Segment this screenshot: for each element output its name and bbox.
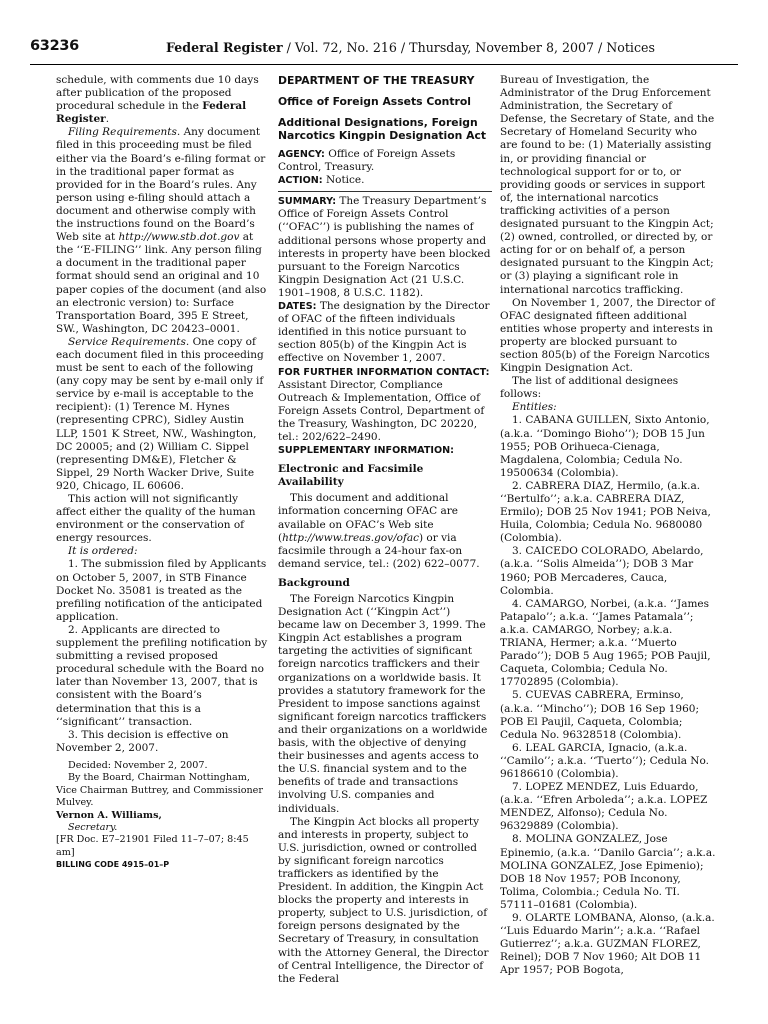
billing-code: BILLING CODE 4915–01–P	[56, 860, 170, 870]
supplementary-heading: SUPPLEMENTARY INFORMATION:	[278, 445, 454, 457]
list-item: 6. LEAL GARCIA, Ignacio, (a.k.a. ‘‘Camilo’’; a.k.a. ‘‘Tuerto’’); Cedula No. 96186610 (Colombia).	[500, 741, 709, 780]
stb-url-link[interactable]: http://www.stb.dot.gov	[118, 231, 240, 244]
divider	[278, 191, 492, 192]
summary-section: SUMMARY: The Treasury Department’s Office of Foreign Assets Control (‘‘OFAC’’) is publishing the names of additional persons whose property and interests in property have been blocked pursuant to the Foreign Narcotics Kingpin Designation Act (21 U.S.C. 1901–1908, 8 U.S.C. 1182).	[278, 195, 491, 299]
order-item-1: 1. The submission filed by Applicants on October 5, 2007, in STB Finance Docket No. 35081 is treated as the prefiling notification of the anticipated application.	[56, 558, 267, 623]
signature-block	[56, 760, 268, 872]
order-item-2: 2. Applicants are directed to supplement the prefiling notification by submitting a revised proposed procedural schedule with the Board no later than November 13, 2007, that is consistent with the Board’s determination that this is a ‘‘significant’’ transaction.	[56, 623, 268, 728]
background-heading: Background	[278, 576, 350, 589]
ofac-url-link[interactable]: http://www.treas.gov/ofac	[282, 531, 419, 544]
column-1	[56, 74, 268, 872]
volume-info: / Vol. 72, No. 216 / Thursday, November 8, 2007 / Notices	[282, 40, 655, 55]
decided-date: Decided: November 2, 2007.	[68, 759, 208, 771]
list-item: 5. CUEVAS CABRERA, Erminso, (a.k.a. ‘‘Mincho’’); DOB 16 Sep 1960; POB El Paujil, Caqueta, Colombia; Cedula No. 96328518 (Colombia).	[500, 689, 699, 741]
signer-name: Vernon A. Williams,	[56, 809, 162, 821]
column-2	[278, 74, 492, 986]
fr-doc-number: [FR Doc. E7–21901 Filed 11–7–07; 8:45 am]	[56, 834, 249, 858]
office-heading: Office of Foreign Assets Control	[278, 95, 471, 108]
list-item: 3. CAICEDO COLORADO, Abelardo, (a.k.a. ‘‘Solis Almeida’’); DOB 3 Mar 1960; POB Mercaderes, Cauca, Colombia.	[500, 545, 704, 597]
order-item-3: 3. This decision is effective on November 2, 2007.	[56, 728, 229, 754]
board-members: By the Board, Chairman Nottingham, Vice Chairman Buttrey, and Commissioner Mulvey.	[56, 772, 263, 809]
list-item: 2. CABRERA DIAZ, Hermilo, (a.k.a. ‘‘Bertulfo’’; a.k.a. CABRERA DIAZ, Ermilo); DOB 25 Nov 1941; POB Neiva, Huila, Colombia; Cedula No. 9680080 (Colombia).	[500, 479, 711, 545]
publication-name: Federal Register	[166, 40, 283, 55]
list-item: 1. CABANA GUILLEN, Sixto Antonio, (a.k.a. ‘‘Domingo Bioho’’); DOB 15 Jun 1955; POB Orihueca-Cienaga, Magdalena, Colombia; Cedula No. 19500634 (Colombia).	[500, 414, 710, 479]
list-item: 4. CAMARGO, Norbei, (a.k.a. ‘‘James Patapalo’’; a.k.a. ‘‘James Patamala’’; a.k.a. CAMARGO, Norbey; a.k.a. TRIANA, Hermer; a.k.a. ‘‘Muerto Parado’’); DOB 5 Aug 1965; POB Paujil, Caqueta, Colombia; Cedula No. 17702895 (Colombia).	[500, 597, 711, 689]
continued-paragraph: Bureau of Investigation, the Administrator of the Drug Enforcement Administration, the Secretary of Defense, the Secretary of State, and the Secretary of Homeland Security who are found to be: (1) Materially assisting in, or providing financial or technological support for or to, or providing goods or services in support of, the international narcotics trafficking activities of a person designated pursuant to the Kingpin Act; (2) owned, controlled, or directed by, or acting for or on behalf of, a person designated pursuant to the Kingpin Act; or (3) playing a significant role in international narcotics trafficking.	[500, 74, 715, 296]
page-header	[30, 38, 738, 65]
action-line: ACTION: Notice.	[278, 174, 365, 187]
department-heading: DEPARTMENT OF THE TREASURY	[278, 74, 475, 87]
filing-requirements: Filing Requirements. Any document filed in this proceeding must be filed either via the Board’s e-filing format or in the traditional paper format as provided for in the Board’s rules. Any person using e-filing should attach a document and otherwise comply with the instructions found on the Board’s Web site at http://www.stb.dot.gov at the ‘‘E-FILING’’ link. Any person filing a document in the traditional paper format should send an original and 10 paper copies of the document (and also an electronic version) to: Surface Transportation Board, 395 E Street, SW., Washington, DC 20423–0001.	[56, 126, 267, 335]
electronic-availability: This document and additional information concerning OFAC are available on OFAC’s Web site (http://www.treas.gov/ofac) or via facsimile through a 24-hour fax-on demand service, tel.: (202) 622–0077.	[278, 492, 480, 570]
paragraph: schedule, with comments due 10 days after publication of the proposed procedural schedule in the Federal Register.	[56, 74, 259, 126]
list-item: 8. MOLINA GONZALEZ, Jose Epinemio, (a.k.a. ‘‘Danilo Garcia’’; a.k.a. MOLINA GONZALEZ, Jose Epimenio); DOB 18 Nov 1957; POB Inconony, Tolima, Colombia.; Cedula No. TI. 57111–01681 (Colombia).	[500, 833, 716, 911]
notice-title: Additional Designations, Foreign Narcotics Kingpin Designation Act	[278, 116, 487, 142]
column-3	[500, 74, 716, 977]
list-item: 7. LOPEZ MENDEZ, Luis Eduardo, (a.k.a. ‘‘Efren Arboleda’’; a.k.a. LOPEZ MENDEZ, Alfonso); Cedula No. 96329889 (Colombia).	[500, 781, 708, 833]
entities-label: Entities:	[512, 401, 557, 414]
agency-line: AGENCY: Office of Foreign Assets Control, Treasury.	[278, 148, 456, 174]
contact-heading: FOR FURTHER INFORMATION CONTACT:	[278, 366, 490, 378]
service-requirements: Service Requirements. One copy of each document filed in this proceeding must be sent to each of the following (any copy may be sent by e-mail only if service by e-mail is acceptable to the recipient): (1) Terence M. Hynes (representing CPRC), Sidley Austin LLP, 1501 K Street, NW., Washington, DC 20005; and (2) William C. Sippel (representing DM&E), Fletcher & Sippel, 29 North Wacker Drive, Suite 920, Chicago, IL 60606.	[56, 335, 264, 492]
electronic-heading: Electronic and Facsimile Availability	[278, 463, 424, 489]
dates-section: DATES: The designation by the Director of OFAC of the fifteen individuals identified in this notice pursuant to section 805(b) of the Kingpin Act is effective on November 1, 2007.	[278, 300, 490, 365]
running-head	[166, 40, 655, 55]
list-intro: The list of additional designees follows:	[500, 375, 679, 401]
background-paragraph-2: The Kingpin Act blocks all property and interests in property, subject to U.S. jurisdiction, owned or controlled by significant foreign narcotics traffickers as identified by the President. In addition, the Kingpin Act blocks the property and interests in property, subject to U.S. jurisdiction, of foreign persons designated by the Secretary of Treasury, in consultation with the Attorney General, the Director of Central Intelligence, the Director of the Federal	[278, 815, 489, 985]
ordered-heading: It is ordered:	[68, 545, 138, 558]
contact-info: Assistant Director, Compliance Outreach & Implementation, Office of Foreign Assets Control, Department of the Treasury, Washington, DC 20220, tel.: 202/622–2490.	[278, 378, 485, 443]
page-number: 63236	[30, 38, 79, 54]
signer-title: Secretary.	[68, 821, 118, 833]
designation-paragraph: On November 1, 2007, the Director of OFAC designated fifteen additional entities whose property and interests in property are blocked pursuant to section 805(b) of the Foreign Narcotics Kingpin Designation Act.	[500, 296, 715, 375]
list-item: 9. OLARTE LOMBANA, Alonso, (a.k.a. ‘‘Luis Eduardo Marin’’; a.k.a. ‘‘Rafael Gutierrez’’; a.k.a. GUZMAN FLOREZ, Reinel); DOB 7 Nov 1960; Alt DOB 11 Apr 1957; POB Bogota,	[500, 912, 715, 977]
background-paragraph-1: The Foreign Narcotics Kingpin Designation Act (‘‘Kingpin Act’’) became law on December 3, 1999. The Kingpin Act establishes a program targeting the activities of significant foreign narcotics traffickers and their organizations on a worldwide basis. It provides a statutory framework for the President to impose sanctions against significant foreign narcotics traffickers and their organizations on a worldwide basis, with the objective of denying their businesses and agents access to the U.S. financial system and to the benefits of trade and transactions involving U.S. companies and individuals.	[278, 593, 488, 815]
environment-statement: This action will not significantly affect either the quality of the human environment or the conservation of energy resources.	[56, 493, 256, 545]
